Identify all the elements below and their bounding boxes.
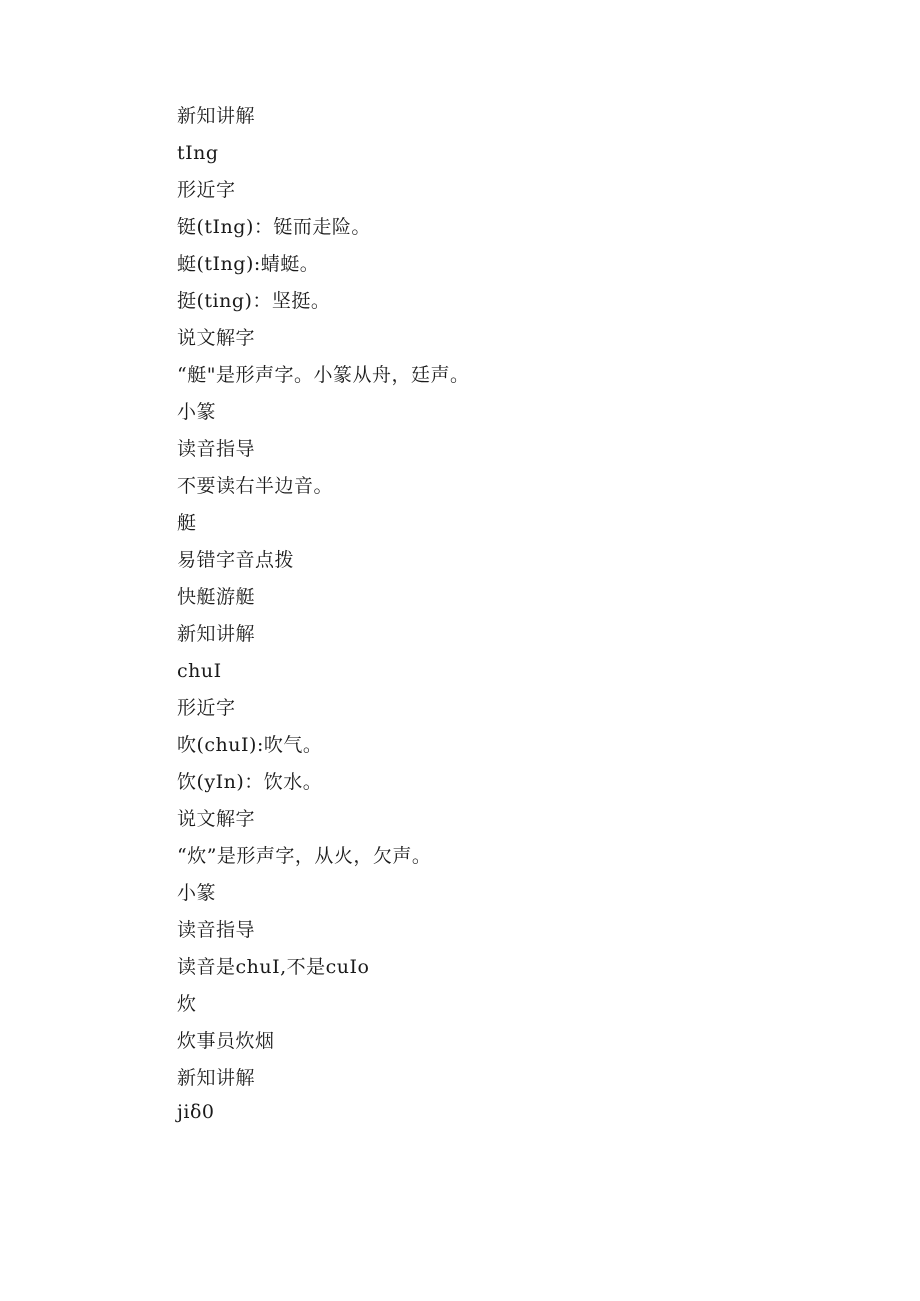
character: 炊 [177,993,197,1015]
script-label: 小篆 [177,401,217,423]
similar-char-entry: 吹(chuI):吹气。 [177,734,323,756]
subheading: 说文解字 [177,808,256,830]
section-heading: 新知讲解 [177,1067,256,1089]
subheading: 读音指导 [177,919,256,941]
pinyin: chuI [177,660,222,682]
example-words: 快艇游艇 [177,586,256,608]
script-label: 小篆 [177,882,217,904]
document-body [177,104,857,1137]
subheading: 易错字音点拨 [177,549,295,571]
explanation-text: “炊”是形声字，从火，欠声。 [177,845,432,867]
pinyin: jiδ0 [177,1101,215,1123]
subheading: 说文解字 [177,327,256,349]
pronunciation-note: 不要读右半边音。 [177,475,334,497]
similar-char-entry: 饮(yIn)：饮水。 [177,771,323,793]
explanation-text: “艇"是形声字。小篆从舟，廷声。 [177,364,470,386]
pronunciation-note: 读音是chuI,不是cuIo [177,956,370,978]
subheading: 形近字 [177,179,236,201]
similar-char-entry: 挺(ting)：坚挺。 [177,290,331,312]
character: 艇 [177,512,197,534]
section-heading: 新知讲解 [177,105,256,127]
section-heading: 新知讲解 [177,623,256,645]
subheading: 读音指导 [177,438,256,460]
similar-char-entry: 铤(tIng)：铤而走险。 [177,216,371,238]
similar-char-entry: 蜓(tIng):蜻蜓。 [177,253,320,275]
pinyin: tIng [177,142,219,164]
subheading: 形近字 [177,697,236,719]
example-words: 炊事员炊烟 [177,1030,275,1052]
